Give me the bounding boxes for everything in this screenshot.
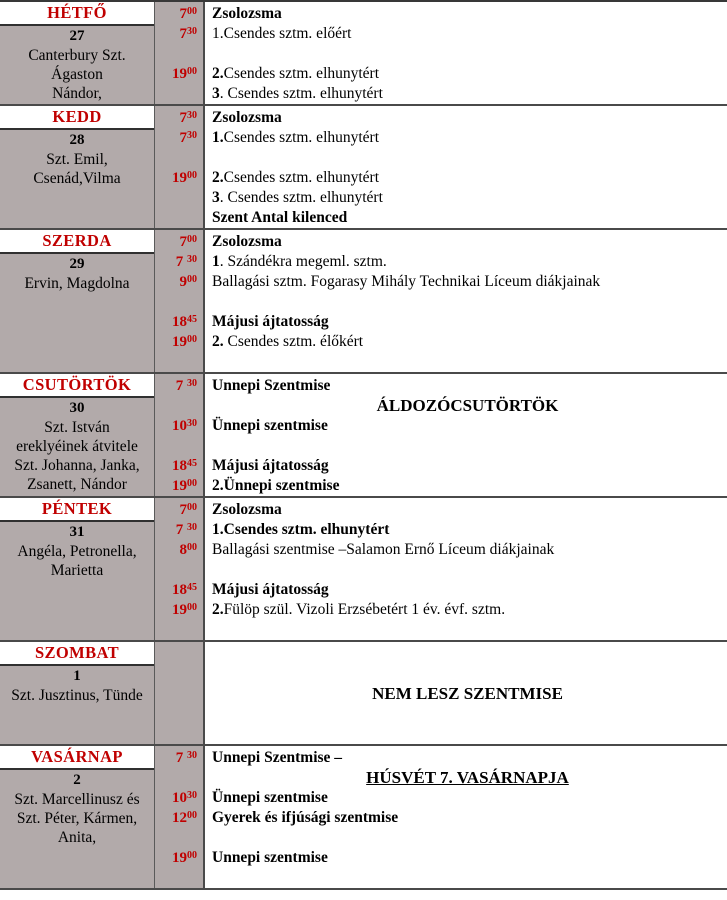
event-line bbox=[212, 724, 723, 744]
time-cell bbox=[155, 44, 197, 64]
time-minutes-superscript: 00 bbox=[187, 477, 197, 489]
event-line bbox=[212, 168, 723, 188]
time-column bbox=[155, 374, 205, 496]
day-info bbox=[0, 522, 154, 640]
day-row-szerda bbox=[0, 230, 727, 374]
events-column bbox=[205, 230, 727, 372]
day-name: KEDD bbox=[0, 106, 154, 130]
event-text-bold: 2.Ünnepi szentmise bbox=[212, 477, 340, 494]
time-minutes-superscript: 00 bbox=[187, 541, 197, 553]
time-minutes-superscript: 00 bbox=[187, 233, 197, 245]
day-column bbox=[0, 642, 155, 744]
saints-line: Szt. Marcellinusz és bbox=[14, 791, 140, 808]
time-cell: $8^{00}$ bbox=[179, 541, 197, 558]
events-column bbox=[205, 106, 727, 228]
time-cell: 7 $^{30}$ bbox=[175, 749, 197, 766]
event-text-bold: Unnepi Szentmise – bbox=[212, 749, 343, 766]
event-line bbox=[212, 396, 723, 416]
event-line bbox=[212, 416, 723, 436]
day-column bbox=[0, 498, 155, 640]
event-text-bold: Zsolozsma bbox=[212, 233, 282, 250]
events-column bbox=[205, 374, 727, 496]
time-cell bbox=[155, 724, 197, 744]
day-info bbox=[0, 254, 154, 372]
event-text-bold: Zsolozsma bbox=[212, 501, 282, 518]
event-line bbox=[212, 208, 723, 228]
event-line bbox=[212, 540, 723, 560]
day-name: PÉNTEK bbox=[0, 498, 154, 522]
event-text: 1.Csendes sztm. előért bbox=[212, 25, 352, 42]
day-row-szombat bbox=[0, 642, 727, 746]
time-cell: $19^{00}$ bbox=[172, 333, 197, 350]
saints-line: Ágaston bbox=[51, 66, 103, 83]
event-text-bold: Zsolozsma bbox=[212, 109, 282, 126]
time-cell: $18^{45}$ bbox=[172, 457, 197, 474]
time-minutes-superscript: 00 bbox=[187, 501, 197, 513]
time-minutes-superscript: 30 bbox=[187, 417, 197, 429]
day-date: 1 bbox=[73, 668, 81, 684]
time-cell bbox=[155, 868, 197, 888]
event-text-bold: 2. bbox=[212, 601, 224, 618]
time-cell bbox=[155, 828, 197, 848]
event-text-bold: Májusi ájtatosság bbox=[212, 457, 329, 474]
time-minutes-superscript: 00 bbox=[187, 601, 197, 613]
time-column bbox=[155, 498, 205, 640]
event-line bbox=[212, 580, 723, 600]
event-text: . Csendes sztm. elhunytért bbox=[219, 189, 383, 206]
event-line bbox=[212, 620, 723, 640]
time-column bbox=[155, 2, 205, 104]
event-text-bold: 1.Csendes sztm. elhunytért bbox=[212, 521, 390, 538]
day-name: SZERDA bbox=[0, 230, 154, 254]
saints-line: Csenád,Vilma bbox=[33, 170, 121, 187]
saints-line: Marietta bbox=[50, 562, 104, 579]
day-date: 30 bbox=[69, 400, 85, 416]
time-cell bbox=[155, 704, 197, 724]
time-minutes-superscript: 00 bbox=[187, 849, 197, 861]
time-minutes-superscript: 30 bbox=[187, 109, 197, 121]
time-cell bbox=[155, 560, 197, 580]
event-line bbox=[212, 500, 723, 520]
saints-line: ereklyéinek átvitele bbox=[16, 438, 138, 455]
time-cell: $7^{00}$ bbox=[179, 233, 197, 250]
event-text-bold: 1 bbox=[212, 253, 220, 270]
event-line bbox=[212, 292, 723, 312]
event-line bbox=[212, 108, 723, 128]
event-line bbox=[212, 232, 723, 252]
time-minutes-superscript: 30 bbox=[187, 521, 197, 533]
event-text-bold: NEM LESZ SZENTMISE bbox=[372, 684, 563, 703]
event-line bbox=[212, 4, 723, 24]
event-line bbox=[212, 272, 723, 292]
event-line bbox=[212, 560, 723, 580]
event-text: Csendes sztm. elhunytért bbox=[223, 65, 380, 82]
saints-line: Szt. Johanna, Janka, bbox=[14, 457, 140, 474]
time-cell: $18^{45}$ bbox=[172, 313, 197, 330]
event-text-bold: Szent Antal kilenced bbox=[212, 209, 348, 226]
time-cell: $19^{00}$ bbox=[172, 169, 197, 186]
time-cell bbox=[155, 768, 197, 788]
day-row-vasarnap bbox=[0, 746, 727, 888]
time-minutes-superscript: 30 bbox=[187, 253, 197, 265]
time-cell bbox=[155, 84, 197, 104]
time-cell bbox=[155, 396, 197, 416]
event-text-bold: 2. bbox=[212, 169, 224, 186]
time-cell bbox=[155, 620, 197, 640]
time-minutes-superscript: 30 bbox=[187, 129, 197, 141]
event-text-bold: ÁLDOZÓCSUTÖRTÖK bbox=[376, 396, 559, 415]
event-text-bold: Unnepi Szentmise bbox=[212, 377, 331, 394]
event-line bbox=[212, 64, 723, 84]
day-column bbox=[0, 374, 155, 496]
saints-line: Szt. Jusztinus, Tünde bbox=[11, 687, 143, 704]
time-column bbox=[155, 746, 205, 888]
saints-line: Szt. Emil, bbox=[46, 151, 108, 168]
event-line bbox=[212, 600, 723, 620]
time-cell: $7^{00}$ bbox=[179, 501, 197, 518]
time-cell bbox=[155, 684, 197, 704]
day-info bbox=[0, 26, 154, 104]
event-text-bold: 1. bbox=[212, 129, 224, 146]
time-minutes-superscript: 30 bbox=[187, 749, 197, 761]
event-line bbox=[212, 148, 723, 168]
time-column bbox=[155, 642, 205, 744]
event-line bbox=[212, 644, 723, 664]
event-line bbox=[212, 436, 723, 456]
day-name: VASÁRNAP bbox=[0, 746, 154, 770]
time-cell: 7 $^{30}$ bbox=[175, 377, 197, 394]
time-cell: $19^{00}$ bbox=[172, 65, 197, 82]
event-text-bold: Unnepi szentmise bbox=[212, 849, 328, 866]
day-info bbox=[0, 130, 154, 228]
time-minutes-superscript: 30 bbox=[187, 377, 197, 389]
time-cell: 7 $^{30}$ bbox=[175, 253, 197, 270]
event-line bbox=[212, 44, 723, 64]
time-cell: $19^{00}$ bbox=[172, 601, 197, 618]
event-text-bold: 2. bbox=[212, 65, 224, 82]
time-cell bbox=[155, 436, 197, 456]
events-column bbox=[205, 746, 727, 888]
event-line bbox=[212, 768, 723, 788]
event-text-bold: 3 bbox=[212, 85, 220, 102]
event-text: Ballagási sztm. Fogarasy Mihály Technikai Líceum diákjainak bbox=[212, 273, 601, 290]
event-text: Fülöp szül. Vizoli Erzsébetért 1 év. évf. sztm. bbox=[223, 601, 506, 618]
event-line bbox=[212, 848, 723, 868]
event-text-bold: Ünnepi szentmise bbox=[212, 417, 328, 434]
event-line bbox=[212, 868, 723, 888]
day-row-hetfo bbox=[0, 2, 727, 106]
event-text-bold: Májusi ájtatosság bbox=[212, 313, 329, 330]
saints-line: Canterbury Szt. bbox=[28, 47, 126, 64]
time-minutes-superscript: 00 bbox=[187, 169, 197, 181]
event-line bbox=[212, 376, 723, 396]
time-cell: $7^{30}$ bbox=[179, 25, 197, 42]
saints-line: Zsanett, Nándor bbox=[27, 476, 127, 493]
events-column bbox=[205, 498, 727, 640]
day-info bbox=[0, 398, 154, 496]
event-line bbox=[212, 788, 723, 808]
day-name: SZOMBAT bbox=[0, 642, 154, 666]
event-text-bold: 2. bbox=[212, 333, 224, 350]
time-cell: 7 $^{30}$ bbox=[175, 521, 197, 538]
time-minutes-superscript: 45 bbox=[187, 313, 197, 325]
day-date: 29 bbox=[69, 256, 85, 272]
time-cell: $12^{00}$ bbox=[172, 809, 197, 826]
event-text-bold: Zsolozsma bbox=[212, 5, 282, 22]
time-cell: $7^{30}$ bbox=[179, 129, 197, 146]
event-line bbox=[212, 748, 723, 768]
event-line bbox=[212, 312, 723, 332]
event-line bbox=[212, 476, 723, 496]
event-line bbox=[212, 128, 723, 148]
saints-line: Szt. Péter, Kármen, bbox=[16, 810, 138, 827]
day-column bbox=[0, 230, 155, 372]
event-line bbox=[212, 84, 723, 104]
time-minutes-superscript: 30 bbox=[187, 25, 197, 37]
time-minutes-superscript: 00 bbox=[187, 273, 197, 285]
saints-line: Nándor, bbox=[52, 85, 102, 102]
time-minutes-superscript: 00 bbox=[187, 809, 197, 821]
event-line bbox=[212, 252, 723, 272]
day-row-pentek bbox=[0, 498, 727, 642]
time-column bbox=[155, 106, 205, 228]
event-text-bold: Májusi ájtatosság bbox=[212, 581, 329, 598]
events-column bbox=[205, 642, 727, 744]
day-name: HÉTFŐ bbox=[0, 2, 154, 26]
time-cell bbox=[155, 644, 197, 664]
saints-line: Ervin, Magdolna bbox=[24, 275, 130, 292]
time-minutes-superscript: 00 bbox=[187, 65, 197, 77]
time-cell bbox=[155, 188, 197, 208]
event-text: Csendes sztm. elhunytért bbox=[223, 129, 380, 146]
time-cell: $9^{00}$ bbox=[179, 273, 197, 290]
time-minutes-superscript: 30 bbox=[187, 789, 197, 801]
event-text: . Csendes sztm. elhunytért bbox=[219, 85, 383, 102]
event-line bbox=[212, 352, 723, 372]
time-column bbox=[155, 230, 205, 372]
event-line bbox=[212, 24, 723, 44]
time-cell bbox=[155, 292, 197, 312]
time-minutes-superscript: 00 bbox=[187, 5, 197, 17]
day-row-csutortok bbox=[0, 374, 727, 498]
day-date: 2 bbox=[73, 772, 81, 788]
event-line bbox=[212, 332, 723, 352]
time-cell bbox=[155, 664, 197, 684]
event-text: . Szándékra megeml. sztm. bbox=[219, 253, 387, 270]
event-line bbox=[212, 704, 723, 724]
day-column bbox=[0, 746, 155, 888]
event-line bbox=[212, 828, 723, 848]
event-text: Csendes sztm. élőkért bbox=[223, 333, 364, 350]
day-column bbox=[0, 106, 155, 228]
time-cell bbox=[155, 208, 197, 228]
day-date: 31 bbox=[69, 524, 85, 540]
event-line bbox=[212, 456, 723, 476]
time-cell bbox=[155, 352, 197, 372]
day-date: 28 bbox=[69, 132, 85, 148]
day-column bbox=[0, 2, 155, 104]
event-line bbox=[212, 808, 723, 828]
day-row-kedd bbox=[0, 106, 727, 230]
day-name: CSUTÖRTÖK bbox=[0, 374, 154, 398]
day-date: 27 bbox=[69, 28, 85, 44]
event-text-bold: Gyerek és ifjúsági szentmise bbox=[212, 809, 399, 826]
time-cell: $7^{30}$ bbox=[179, 109, 197, 126]
time-cell bbox=[155, 148, 197, 168]
event-line bbox=[212, 684, 723, 704]
events-column bbox=[205, 2, 727, 104]
event-line bbox=[212, 188, 723, 208]
time-cell: $10^{30}$ bbox=[172, 417, 197, 434]
time-cell: $19^{00}$ bbox=[172, 849, 197, 866]
event-text: Csendes sztm. elhunytért bbox=[223, 169, 380, 186]
saints-line: Angéla, Petronella, bbox=[17, 543, 137, 560]
event-line bbox=[212, 520, 723, 540]
event-line bbox=[212, 664, 723, 684]
day-info bbox=[0, 770, 154, 888]
time-minutes-superscript: 45 bbox=[187, 457, 197, 469]
event-text-bold: HÚSVÉT 7. VASÁRNAPJA bbox=[366, 768, 569, 787]
saints-line: Szt. István bbox=[44, 419, 110, 436]
event-text: Ballagási szentmise –Salamon Ernő Líceum diákjainak bbox=[212, 541, 555, 558]
time-minutes-superscript: 00 bbox=[187, 333, 197, 345]
day-info bbox=[0, 666, 154, 744]
event-text-bold: 3 bbox=[212, 189, 220, 206]
saints-line: Anita, bbox=[57, 829, 97, 846]
time-minutes-superscript: 45 bbox=[187, 581, 197, 593]
time-cell: $7^{00}$ bbox=[179, 5, 197, 22]
time-cell: $10^{30}$ bbox=[172, 789, 197, 806]
time-cell: $18^{45}$ bbox=[172, 581, 197, 598]
time-cell: $19^{00}$ bbox=[172, 477, 197, 494]
event-text-bold: Ünnepi szentmise bbox=[212, 789, 328, 806]
